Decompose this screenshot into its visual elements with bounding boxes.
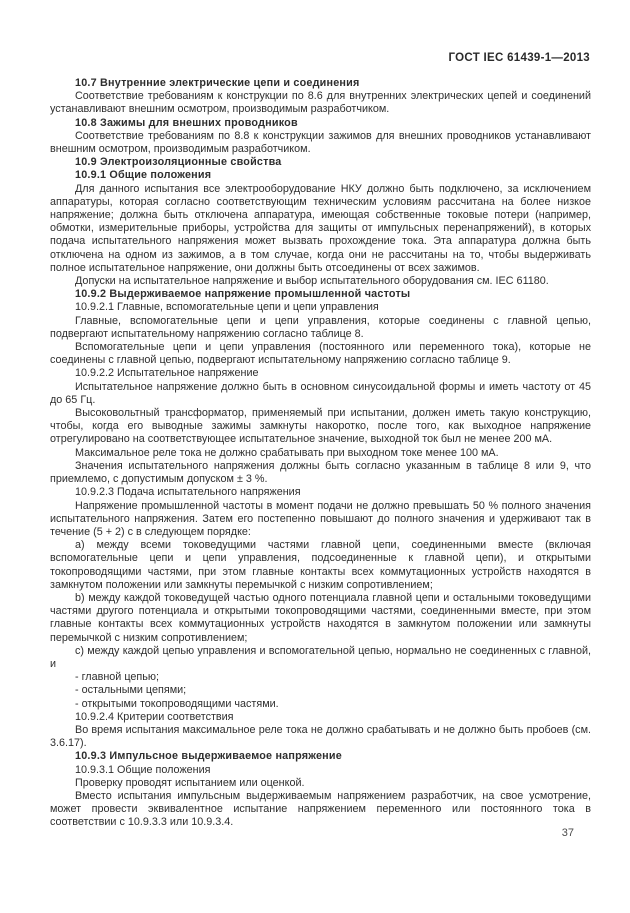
paragraph: Испытательное напряжение должно быть в основном синусоидальной формы и иметь частоту от 45 до 65 Гц. — [50, 380, 591, 406]
paragraph: Вместо испытания импульсным выдерживаемым напряжением разработчик, на свое усмотрение, может провести эквивалентное испытание напряжением переменного или постоянного тока в соответствии с 10.9.3.3 или 10.9.3.4. — [50, 789, 591, 829]
list-item: - главной цепью; — [75, 671, 159, 684]
paragraph: Во время испытания максимальное реле тока не должно срабатывать и не должно быть пробоев (см. 3.6.17). — [50, 723, 591, 750]
subsection-heading: 10.9.3.1 Общие положения — [75, 763, 211, 776]
paragraph: b) между каждой токоведущей частью одного потенциала главной цепи и остальными токоведущими частями другого потенциала и открытыми токопроводящими частями, соединенными вместе, при этом главные контакты всех коммутационных устройств находятся в замкнутом положении или замкнуты перемычкой с низким сопротивлением; — [50, 591, 591, 644]
subsection-heading: 10.9.2.2 Испытательное напряжение — [75, 367, 259, 380]
paragraph: Проверку проводят испытанием или оценкой. — [75, 776, 305, 789]
subsection-heading: 10.9.2.1 Главные, вспомогательные цепи и цепи управления — [75, 301, 379, 314]
list-item: - остальными цепями; — [75, 684, 187, 697]
paragraph: Главные, вспомогательные цепи и цепи управления, которые соединены с главной цепью, подвергают испытательному напряжению согласно таблице 8. — [50, 314, 591, 340]
paragraph: Вспомогательные цепи и цепи управления (постоянного или переменного тока), которые не соединены с главной цепью, подвергают испытательному напряжению согласно таблице 9. — [50, 341, 591, 367]
paragraph: c) между каждой цепью управления и вспомогательной цепью, нормально не соединенных с главной, и — [50, 644, 591, 670]
section-heading: 10.9 Электроизоляционные свойства — [75, 156, 282, 169]
section-heading: 10.9.3 Импульсное выдерживаемое напряжение — [75, 750, 342, 763]
document-body — [50, 77, 591, 830]
paragraph: Максимальное реле тока не должно срабатывать при выходном токе менее 100 мА. — [75, 446, 499, 459]
paragraph: Высоковольтный трансформатор, применяемый при испытании, должен иметь такую конструкцию, чтобы, когда его выводные зажимы замкнуты накоротко, после того, как выходное напряжение отрегулировано на соответствующее испытательное значение, выходной ток был не менее 200 мА. — [50, 407, 591, 446]
paragraph: Соответствие требованиям по 8.8 к конструкции зажимов для внешних проводников устанавливают внешним осмотром, производимым разработчиком. — [50, 129, 591, 156]
page-number: 37 — [561, 827, 574, 839]
section-heading: 10.7 Внутренние электрические цепи и соединения — [75, 77, 360, 89]
paragraph: Значения испытательного напряжения должны быть согласно указанным в таблице 8 или 9, что приемлемо, с допустимым допуском ± 3 %. — [50, 459, 591, 486]
paragraph: Допуски на испытательное напряжение и выбор испытательного оборудования см. IEC 61180. — [75, 275, 549, 288]
list-item: - открытыми токопроводящими частями. — [75, 697, 279, 710]
paragraph: a) между всеми токоведущими частями главной цепи, соединенными вместе (включая вспомогательные цепи и цепи управления, подсоединенные к главной цепи), и открытыми токопроводящими частями, при этом главные контакты всех коммутационных устройств находятся в замкнутом положении или замкнуты перемычкой с низким сопротивлением; — [50, 539, 591, 591]
running-header: ГОСТ IEC 61439-1—2013 — [448, 52, 590, 64]
paragraph: Соответствие требованиям к конструкции по 8.6 для внутренних электрических цепей и соединений устанавливают внешним осмотром, производимым разработчиком. — [50, 90, 591, 116]
paragraph: Для данного испытания все электрооборудование НКУ должно быть подключено, за исключением аппаратуры, которая согласно соответствующим техническим условиям рассчитана на более низкое напряжение; должна быть отключена аппаратура, имеющая собственные токовые потери (например, обмотки, измерительные приборы, устройства для защиты от импульсных перенапряжений), в которых подача испытательного напряжения может вызвать прохождение тока. Эта аппаратура должна быть отключена на одном из зажимов, а в том случае, когда они не рассчитаны на то, чтобы выдерживать полное испытательное напряжение, они должны быть отсоединены от всех зажимов. — [50, 182, 591, 274]
subsection-heading: 10.9.2.4 Критерии соответствия — [75, 710, 234, 723]
section-heading: 10.9.2 Выдерживаемое напряжение промышленной частоты — [75, 288, 411, 301]
subsection-heading: 10.9.2.3 Подача испытательного напряжения — [75, 486, 301, 499]
section-heading: 10.9.1 Общие положения — [75, 169, 212, 182]
paragraph: Напряжение промышленной частоты в момент подачи не должно превышать 50 % полного значения испытательного напряжения. Затем его постепенно повышают до полного значения и удерживают так в течение (5 + 2) с в следующем порядке: — [50, 499, 591, 538]
section-heading: 10.8 Зажимы для внешних проводников — [75, 116, 298, 129]
